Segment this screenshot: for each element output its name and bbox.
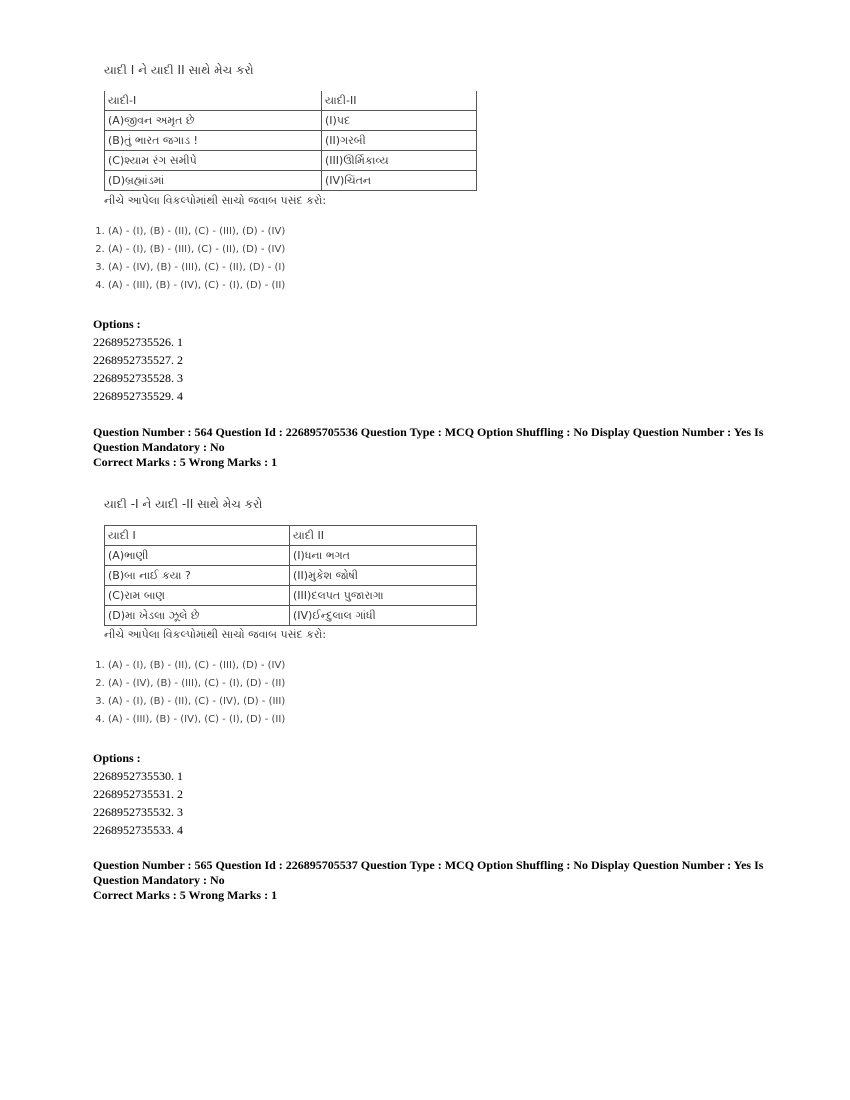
- table-row: [105, 546, 477, 566]
- table-cell: (II)ગરબી: [322, 131, 477, 151]
- match-table: [104, 525, 477, 626]
- table-cell: (B)બા નાઈ કયા ?: [105, 566, 290, 586]
- table-header-cell: યાદી-I: [105, 91, 322, 111]
- marks-line: Correct Marks : 5 Wrong Marks : 1: [93, 888, 278, 902]
- table-header-row: [105, 91, 477, 111]
- option-line: 2268952735530. 1: [93, 769, 183, 783]
- table-cell: (D)બ્રહ્માંડમાં: [105, 171, 322, 191]
- option-line: 2268952735528. 3: [93, 371, 183, 385]
- table-cell: (C)રામ બાણ: [105, 586, 290, 606]
- table-cell: (D)મા ખેડલા ઝૂલે છે: [105, 606, 290, 626]
- option-line: 2268952735531. 2: [93, 787, 183, 801]
- table-cell: (A)ભાણી: [105, 546, 290, 566]
- answer-choices: [90, 657, 285, 729]
- list-item: 3. (A) - (I), (B) - (II), (C) - (IV), (D) - (III): [108, 693, 285, 711]
- table-row: [105, 151, 477, 171]
- table-header-cell: યાદી-II: [322, 91, 477, 111]
- table-header-cell: યાદી I: [105, 526, 290, 546]
- table-row: [105, 111, 477, 131]
- table-cell: (III)ઊર્મિકાવ્ય: [322, 151, 477, 171]
- table-cell: (I)ધના ભગત: [290, 546, 477, 566]
- table-cell: (III)દલપત પુજારાગા: [290, 586, 477, 606]
- option-line: 2268952735527. 2: [93, 353, 183, 367]
- option-line: 2268952735532. 3: [93, 805, 183, 819]
- option-line: 2268952735529. 4: [93, 389, 183, 403]
- table-header-row: [105, 526, 477, 546]
- table-row: [105, 566, 477, 586]
- options-heading: Options :: [93, 317, 141, 331]
- table-cell: (IV)ચિંતન: [322, 171, 477, 191]
- list-item: 3. (A) - (IV), (B) - (III), (C) - (II), (D) - (I): [108, 259, 285, 277]
- table-header-cell: યાદી II: [290, 526, 477, 546]
- list-item: 1. (A) - (I), (B) - (II), (C) - (III), (D) - (IV): [108, 657, 285, 675]
- table-cell: (II)મુકેશ જોષી: [290, 566, 477, 586]
- table-cell: (A)જીવન અમૃત છે: [105, 111, 322, 131]
- table-row: [105, 606, 477, 626]
- instruction-text: નીચે આપેલા વિકલ્પોમાંથી સાચો જવાબ પસંદ કરો:: [104, 194, 327, 207]
- match-prompt: યાદી I ને યાદી II સાથે મેચ કરો: [104, 63, 254, 77]
- table-row: [105, 171, 477, 191]
- table-cell: (C)શ્યામ રંગ સમીપે: [105, 151, 322, 171]
- table-cell: (IV)ઈન્દુલાલ ગાંધી: [290, 606, 477, 626]
- table-cell: (I)પદ: [322, 111, 477, 131]
- options-heading: Options :: [93, 751, 141, 765]
- list-item: 4. (A) - (III), (B) - (IV), (C) - (I), (D) - (II): [108, 711, 285, 729]
- option-line: 2268952735526. 1: [93, 335, 183, 349]
- match-table: [104, 91, 477, 191]
- answer-choices: [90, 223, 285, 295]
- list-item: 2. (A) - (I), (B) - (III), (C) - (II), (D) - (IV): [108, 241, 285, 259]
- list-item: 4. (A) - (III), (B) - (IV), (C) - (I), (D) - (II): [108, 277, 285, 295]
- table-row: [105, 131, 477, 151]
- list-item: 1. (A) - (I), (B) - (II), (C) - (III), (D) - (IV): [108, 223, 285, 241]
- table-row: [105, 586, 477, 606]
- marks-line: Correct Marks : 5 Wrong Marks : 1: [93, 455, 278, 469]
- instruction-text: નીચે આપેલા વિકલ્પોમાંથી સાચો જવાબ પસંદ કરો:: [104, 628, 327, 641]
- question-meta: Question Number : 564 Question Id : 226895705536 Question Type : MCQ Option Shuffling : No Display Question Number : Yes Is Question Mandatory : No: [93, 425, 764, 454]
- option-line: 2268952735533. 4: [93, 823, 183, 837]
- question-meta: Question Number : 565 Question Id : 226895705537 Question Type : MCQ Option Shuffling : No Display Question Number : Yes Is Question Mandatory : No: [93, 858, 764, 887]
- table-cell: (B)તું ભારત જગાડ !: [105, 131, 322, 151]
- list-item: 2. (A) - (IV), (B) - (III), (C) - (I), (D) - (II): [108, 675, 285, 693]
- match-prompt: યાદી -I ને યાદી -II સાથે મેચ કરો: [104, 497, 263, 511]
